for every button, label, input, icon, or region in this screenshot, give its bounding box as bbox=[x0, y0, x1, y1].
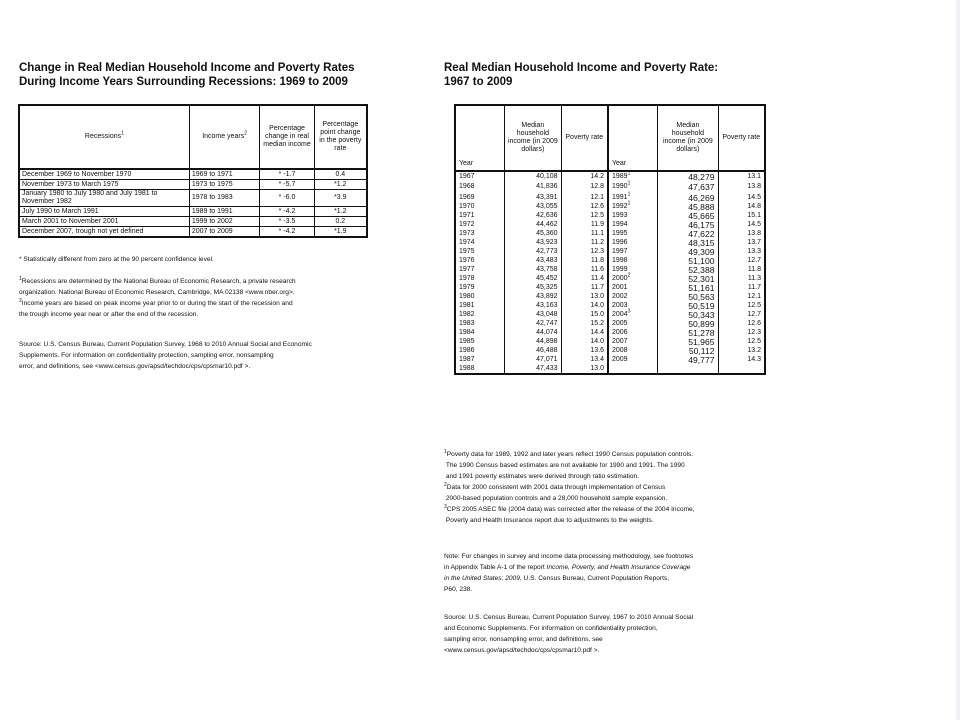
income-cell: 43,391 bbox=[505, 193, 561, 202]
year-cell: 1979 bbox=[455, 283, 505, 292]
poverty-cell: 13.6 bbox=[561, 346, 608, 355]
poverty-cell: 12.5 bbox=[718, 337, 765, 346]
left-source-line3: error, and definitions, see <www.census.gov/apsd/techdoc/cps/cpsmar10.pdf >. bbox=[19, 363, 251, 370]
income-row bbox=[455, 211, 765, 220]
page-edge bbox=[956, 0, 960, 720]
income-cell: 47,433 bbox=[505, 364, 561, 374]
poverty-cell: 14.0 bbox=[561, 337, 608, 346]
year-cell: 2001 bbox=[608, 283, 658, 292]
year-cell: 1981 bbox=[455, 301, 505, 310]
poverty-cell: 12.6 bbox=[718, 319, 765, 328]
income-row bbox=[455, 238, 765, 247]
note-2-cont: 2000-based population controls and a 28,000 household sample expansion. bbox=[445, 495, 668, 502]
income-cell: 49,309 bbox=[658, 247, 718, 256]
header-income-right: Median household income (in 2009 dollars) bbox=[658, 105, 718, 171]
recessions-table bbox=[18, 104, 368, 238]
income-years-cell: 1973 to 1975 bbox=[189, 180, 260, 190]
footnote-marker: 3 bbox=[627, 308, 631, 315]
income-years-cell: 1989 to 1991 bbox=[189, 207, 260, 217]
recession-row bbox=[19, 227, 367, 238]
income-cell: 42,636 bbox=[505, 211, 561, 220]
right-source-line4: <www.census.gov/apsd/techdoc/cps/cpsmar10.pdf >. bbox=[444, 647, 600, 654]
poverty-cell: 11.4 bbox=[561, 274, 608, 283]
income-cell: 44,462 bbox=[505, 220, 561, 229]
income-row bbox=[455, 256, 765, 265]
year-cell: 1977 bbox=[455, 265, 505, 274]
income-cell: 45,665 bbox=[658, 211, 718, 220]
income-cell: 48,279 bbox=[658, 171, 718, 181]
poverty-cell: 14.5 bbox=[718, 220, 765, 229]
poverty-cell: 13.4 bbox=[561, 355, 608, 364]
year-cell: 1989$^1$ bbox=[608, 171, 658, 181]
left-title-line1: Change in Real Median Household Income and Poverty Rates bbox=[19, 62, 355, 74]
recession-cell: December 1969 to November 1970 bbox=[19, 169, 189, 180]
year-cell: 1987 bbox=[455, 355, 505, 364]
poverty-cell: 12.7 bbox=[718, 310, 765, 319]
year-cell: 1980 bbox=[455, 292, 505, 301]
income-cell: 50,563 bbox=[658, 292, 718, 301]
income-row bbox=[455, 319, 765, 328]
income-years-cell: 2007 to 2009 bbox=[189, 227, 260, 238]
year-cell: 1984 bbox=[455, 328, 505, 337]
poverty-change-cell: 0.2 bbox=[314, 217, 367, 227]
methodology-line1: Note: For changes in survey and income data processing methodology, see footnotes bbox=[444, 553, 694, 560]
income-row bbox=[455, 220, 765, 229]
poverty-change-cell: 0.4 bbox=[314, 169, 367, 180]
income-row bbox=[455, 292, 765, 301]
left-table-title bbox=[19, 61, 399, 89]
income-row bbox=[455, 202, 765, 211]
income-cell: 40,108 bbox=[505, 171, 561, 181]
income-cell: 51,161 bbox=[658, 283, 718, 292]
income-change-cell: * -5.7 bbox=[260, 180, 314, 190]
income-cell: 47,622 bbox=[658, 229, 718, 238]
poverty-cell: 12.5 bbox=[718, 301, 765, 310]
income-row bbox=[455, 301, 765, 310]
recession-cell: March 2001 to November 2001 bbox=[19, 217, 189, 227]
year-cell: 1969 bbox=[455, 193, 505, 202]
income-row bbox=[455, 265, 765, 274]
year-cell: 2009 bbox=[608, 355, 658, 364]
income-row bbox=[455, 328, 765, 337]
poverty-cell: 13.7 bbox=[718, 238, 765, 247]
methodology-note bbox=[444, 551, 824, 595]
footnote-1: $^1$Recessions are determined by the National Bureau of Economic Research, a private research bbox=[19, 275, 296, 285]
income-cell: 43,758 bbox=[505, 265, 561, 274]
poverty-cell: 11.1 bbox=[561, 229, 608, 238]
year-cell: 1968 bbox=[455, 181, 505, 193]
poverty-cell: 13.0 bbox=[561, 364, 608, 374]
income-cell: 45,888 bbox=[658, 202, 718, 211]
poverty-cell: 11.3 bbox=[718, 274, 765, 283]
income-row bbox=[455, 355, 765, 364]
poverty-cell: 14.5 bbox=[718, 193, 765, 202]
income-cell: 42,773 bbox=[505, 247, 561, 256]
poverty-cell: 14.4 bbox=[561, 328, 608, 337]
income-cell: 46,269 bbox=[658, 193, 718, 202]
income-poverty-table bbox=[454, 104, 766, 375]
income-change-cell: * -4.2 bbox=[260, 227, 314, 238]
recessions-table-body bbox=[19, 169, 367, 237]
footnote-marker: 1 bbox=[627, 180, 631, 187]
year-cell: 1988 bbox=[455, 364, 505, 374]
year-cell: 2006 bbox=[608, 328, 658, 337]
income-cell: 43,163 bbox=[505, 301, 561, 310]
footnote-marker: 1 bbox=[627, 200, 631, 207]
year-cell: 1976 bbox=[455, 256, 505, 265]
poverty-cell: 11.7 bbox=[718, 283, 765, 292]
year-cell: 2005 bbox=[608, 319, 658, 328]
income-row bbox=[455, 283, 765, 292]
income-cell: 50,899 bbox=[658, 319, 718, 328]
header-recessions: Recessions$^1$ bbox=[19, 105, 189, 169]
year-cell: 1967 bbox=[455, 171, 505, 181]
poverty-cell: 14.8 bbox=[718, 202, 765, 211]
poverty-cell: 12.1 bbox=[561, 193, 608, 202]
income-row bbox=[455, 274, 765, 283]
right-source-line2: and Economic Supplements. For information on confidentiality protection, bbox=[444, 625, 658, 632]
recession-row bbox=[19, 207, 367, 217]
year-cell: 1992$^1$ bbox=[608, 202, 658, 211]
poverty-cell: 14.2 bbox=[561, 171, 608, 181]
income-cell: 46,175 bbox=[658, 220, 718, 229]
year-cell: 1978 bbox=[455, 274, 505, 283]
recession-row bbox=[19, 180, 367, 190]
year-cell: 1983 bbox=[455, 319, 505, 328]
income-row bbox=[455, 247, 765, 256]
recession-row bbox=[19, 190, 367, 207]
income-row bbox=[455, 181, 765, 193]
note-3-cont: Poverty and Health Insurance report due to adjustments to the weights. bbox=[445, 517, 654, 524]
income-cell: 47,637 bbox=[658, 181, 718, 193]
year-cell: 1994 bbox=[608, 220, 658, 229]
footnote-1-cont: organization. National Bureau of Economic Research, Cambridge, MA 02138 <www.nber.org>. bbox=[19, 289, 295, 296]
income-cell: 50,112 bbox=[658, 346, 718, 355]
poverty-cell: 15.0 bbox=[561, 310, 608, 319]
year-cell: 1993 bbox=[608, 211, 658, 220]
methodology-line2: in Appendix Table A-1 of the report Income, Poverty, and Health Insurance Coverage bbox=[444, 564, 691, 571]
income-row bbox=[455, 364, 765, 374]
poverty-cell: 12.3 bbox=[718, 328, 765, 337]
income-cell: 51,965 bbox=[658, 337, 718, 346]
recession-cell: November 1973 to March 1975 bbox=[19, 180, 189, 190]
poverty-cell: 12.7 bbox=[718, 256, 765, 265]
note-1-cont-b: and 1991 poverty estimates were derived through ratio estimation. bbox=[445, 473, 640, 480]
footnote-marker: 1 bbox=[627, 170, 631, 177]
recession-row bbox=[19, 169, 367, 180]
year-cell: 2008 bbox=[608, 346, 658, 355]
income-cell: 46,488 bbox=[505, 346, 561, 355]
income-cell: 49,777 bbox=[658, 355, 718, 364]
year-cell bbox=[608, 364, 658, 374]
income-cell: 51,100 bbox=[658, 256, 718, 265]
year-cell: 1999 bbox=[608, 265, 658, 274]
poverty-cell: 12.6 bbox=[561, 202, 608, 211]
year-cell: 1974 bbox=[455, 238, 505, 247]
year-cell: 1973 bbox=[455, 229, 505, 238]
income-cell: 42,747 bbox=[505, 319, 561, 328]
left-footnotes bbox=[19, 276, 419, 320]
income-cell bbox=[658, 364, 718, 374]
footnote-marker: 1 bbox=[627, 191, 631, 198]
income-years-cell: 1969 to 1971 bbox=[189, 169, 260, 180]
year-cell: 1991$^1$ bbox=[608, 193, 658, 202]
note-2: $^2$Data for 2000 consistent with 2001 data through implementation of Census bbox=[444, 481, 666, 491]
income-change-cell: * -4.2 bbox=[260, 207, 314, 217]
income-cell: 43,055 bbox=[505, 202, 561, 211]
poverty-cell: 15.2 bbox=[561, 319, 608, 328]
left-source-note bbox=[19, 339, 419, 372]
methodology-line4: P60, 238. bbox=[444, 586, 473, 593]
left-source-line2: Supplements. For information on confidentiality protection, sampling error, nonsampling bbox=[19, 352, 274, 359]
poverty-cell: 14.3 bbox=[718, 355, 765, 364]
income-cell: 43,048 bbox=[505, 310, 561, 319]
poverty-cell: 14.0 bbox=[561, 301, 608, 310]
year-cell: 1975 bbox=[455, 247, 505, 256]
right-footnotes bbox=[444, 449, 824, 526]
income-change-cell: * -6.0 bbox=[260, 190, 314, 207]
year-cell: 1995 bbox=[608, 229, 658, 238]
poverty-change-cell: *3.9 bbox=[314, 190, 367, 207]
income-row bbox=[455, 337, 765, 346]
poverty-cell: 13.0 bbox=[561, 292, 608, 301]
footnote-2: $^2$Income years are based on peak income year prior to or during the start of the recession and bbox=[19, 297, 293, 307]
year-cell: 1982 bbox=[455, 310, 505, 319]
poverty-cell: 11.7 bbox=[561, 283, 608, 292]
poverty-cell: 11.8 bbox=[718, 265, 765, 274]
income-cell: 50,519 bbox=[658, 301, 718, 310]
year-cell: 2004$^3$ bbox=[608, 310, 658, 319]
footnote-2-cont: the trough income year near or after the end of the recession. bbox=[19, 311, 199, 318]
footnote-marker: 2 bbox=[627, 272, 631, 279]
poverty-cell: 12.5 bbox=[561, 211, 608, 220]
year-cell: 1997 bbox=[608, 247, 658, 256]
income-row bbox=[455, 346, 765, 355]
poverty-cell: 13.8 bbox=[718, 181, 765, 193]
poverty-change-cell: *1.2 bbox=[314, 180, 367, 190]
poverty-cell: 12.1 bbox=[718, 292, 765, 301]
poverty-cell: 12.3 bbox=[561, 247, 608, 256]
poverty-cell: 13.2 bbox=[718, 346, 765, 355]
income-cell: 50,343 bbox=[658, 310, 718, 319]
year-cell: 1971 bbox=[455, 211, 505, 220]
income-cell: 44,074 bbox=[505, 328, 561, 337]
header-poverty-left: Poverty rate bbox=[561, 105, 608, 171]
right-source-line1: Source: U.S. Census Bureau, Current Population Survey, 1967 to 2010 Annual Social bbox=[444, 614, 694, 621]
year-cell: 1986 bbox=[455, 346, 505, 355]
income-years-cell: 1999 to 2002 bbox=[189, 217, 260, 227]
right-table-title bbox=[444, 61, 774, 89]
left-source-line1: Source: U.S. Census Bureau, Current Population Survey, 1968 to 2010 Annual Social and Economic bbox=[19, 341, 312, 348]
poverty-cell bbox=[718, 364, 765, 374]
right-title-line1: Real Median Household Income and Poverty Rate: bbox=[444, 62, 719, 74]
poverty-cell: 11.8 bbox=[561, 256, 608, 265]
recession-row bbox=[19, 217, 367, 227]
year-cell: 2000$^2$ bbox=[608, 274, 658, 283]
right-source-note bbox=[444, 612, 824, 656]
income-years-cell: 1978 to 1983 bbox=[189, 190, 260, 207]
income-row bbox=[455, 229, 765, 238]
income-cell: 52,388 bbox=[658, 265, 718, 274]
poverty-cell: 15.1 bbox=[718, 211, 765, 220]
year-cell: 2002 bbox=[608, 292, 658, 301]
recession-cell: December 2007, trough not yet defined bbox=[19, 227, 189, 238]
poverty-cell: 11.9 bbox=[561, 220, 608, 229]
poverty-change-cell: *1.2 bbox=[314, 207, 367, 217]
year-cell: 1985 bbox=[455, 337, 505, 346]
income-cell: 51,278 bbox=[658, 328, 718, 337]
header-pct-change: Percentage change in real median income bbox=[260, 105, 314, 169]
year-cell: 1998 bbox=[608, 256, 658, 265]
income-cell: 45,452 bbox=[505, 274, 561, 283]
income-change-cell: * -1.7 bbox=[260, 169, 314, 180]
methodology-line3: in the United States: 2009, U.S. Census Bureau, Current Population Reports, bbox=[444, 575, 670, 582]
right-source-line3: sampling error, nonsampling error, and definitions, see bbox=[444, 636, 603, 643]
income-cell: 52,301 bbox=[658, 274, 718, 283]
left-title-line2: During Income Years Surrounding Recessions: 1969 to 2009 bbox=[19, 76, 348, 88]
income-cell: 45,360 bbox=[505, 229, 561, 238]
income-row bbox=[455, 193, 765, 202]
header-year-left: Year bbox=[455, 105, 505, 171]
header-pct-point-change: Percentage point change in the poverty rate bbox=[314, 105, 367, 169]
year-cell: 2003 bbox=[608, 301, 658, 310]
income-cell: 48,315 bbox=[658, 238, 718, 247]
year-cell: 1972 bbox=[455, 220, 505, 229]
recession-cell: January 1980 to July 1980 and July 1981 to November 1982 bbox=[19, 190, 189, 207]
poverty-cell: 12.8 bbox=[561, 181, 608, 193]
note-1-cont-a: The 1990 Census based estimates are not available for 1990 and 1991. The 1990 bbox=[445, 462, 685, 469]
income-cell: 47,071 bbox=[505, 355, 561, 364]
header-poverty-right: Poverty rate bbox=[718, 105, 765, 171]
right-title-line2: 1967 to 2009 bbox=[444, 76, 513, 88]
income-cell: 43,923 bbox=[505, 238, 561, 247]
income-row bbox=[455, 310, 765, 319]
income-cell: 45,325 bbox=[505, 283, 561, 292]
income-cell: 43,892 bbox=[505, 292, 561, 301]
header-year-right: Year bbox=[608, 105, 658, 171]
header-income-years: Income years$^2$ bbox=[189, 105, 260, 169]
year-cell: 1996 bbox=[608, 238, 658, 247]
poverty-cell: 13.3 bbox=[718, 247, 765, 256]
income-poverty-table-body bbox=[455, 171, 765, 374]
year-cell: 2007 bbox=[608, 337, 658, 346]
poverty-cell: 11.6 bbox=[561, 265, 608, 274]
poverty-cell: 13.1 bbox=[718, 171, 765, 181]
significance-note: * Statistically different from zero at the 90 percent confidence level. bbox=[19, 256, 214, 263]
header-income-left: Median household income (in 2009 dollars) bbox=[505, 105, 561, 171]
poverty-cell: 13.8 bbox=[718, 229, 765, 238]
poverty-cell: 11.2 bbox=[561, 238, 608, 247]
year-cell: 1990$^1$ bbox=[608, 181, 658, 193]
year-cell: 1970 bbox=[455, 202, 505, 211]
income-change-cell: * -3.5 bbox=[260, 217, 314, 227]
income-cell: 41,836 bbox=[505, 181, 561, 193]
income-cell: 44,898 bbox=[505, 337, 561, 346]
note-3: $^3$CPS 2005 ASEC file (2004 data) was corrected after the release of the 2004 Income, bbox=[444, 503, 695, 513]
poverty-change-cell: *1.9 bbox=[314, 227, 367, 238]
recession-cell: July 1990 to March 1991 bbox=[19, 207, 189, 217]
income-cell: 43,483 bbox=[505, 256, 561, 265]
note-1: $^1$Poverty data for 1989, 1992 and later years reflect 1990 Census population controls. bbox=[444, 448, 694, 458]
income-row bbox=[455, 171, 765, 181]
